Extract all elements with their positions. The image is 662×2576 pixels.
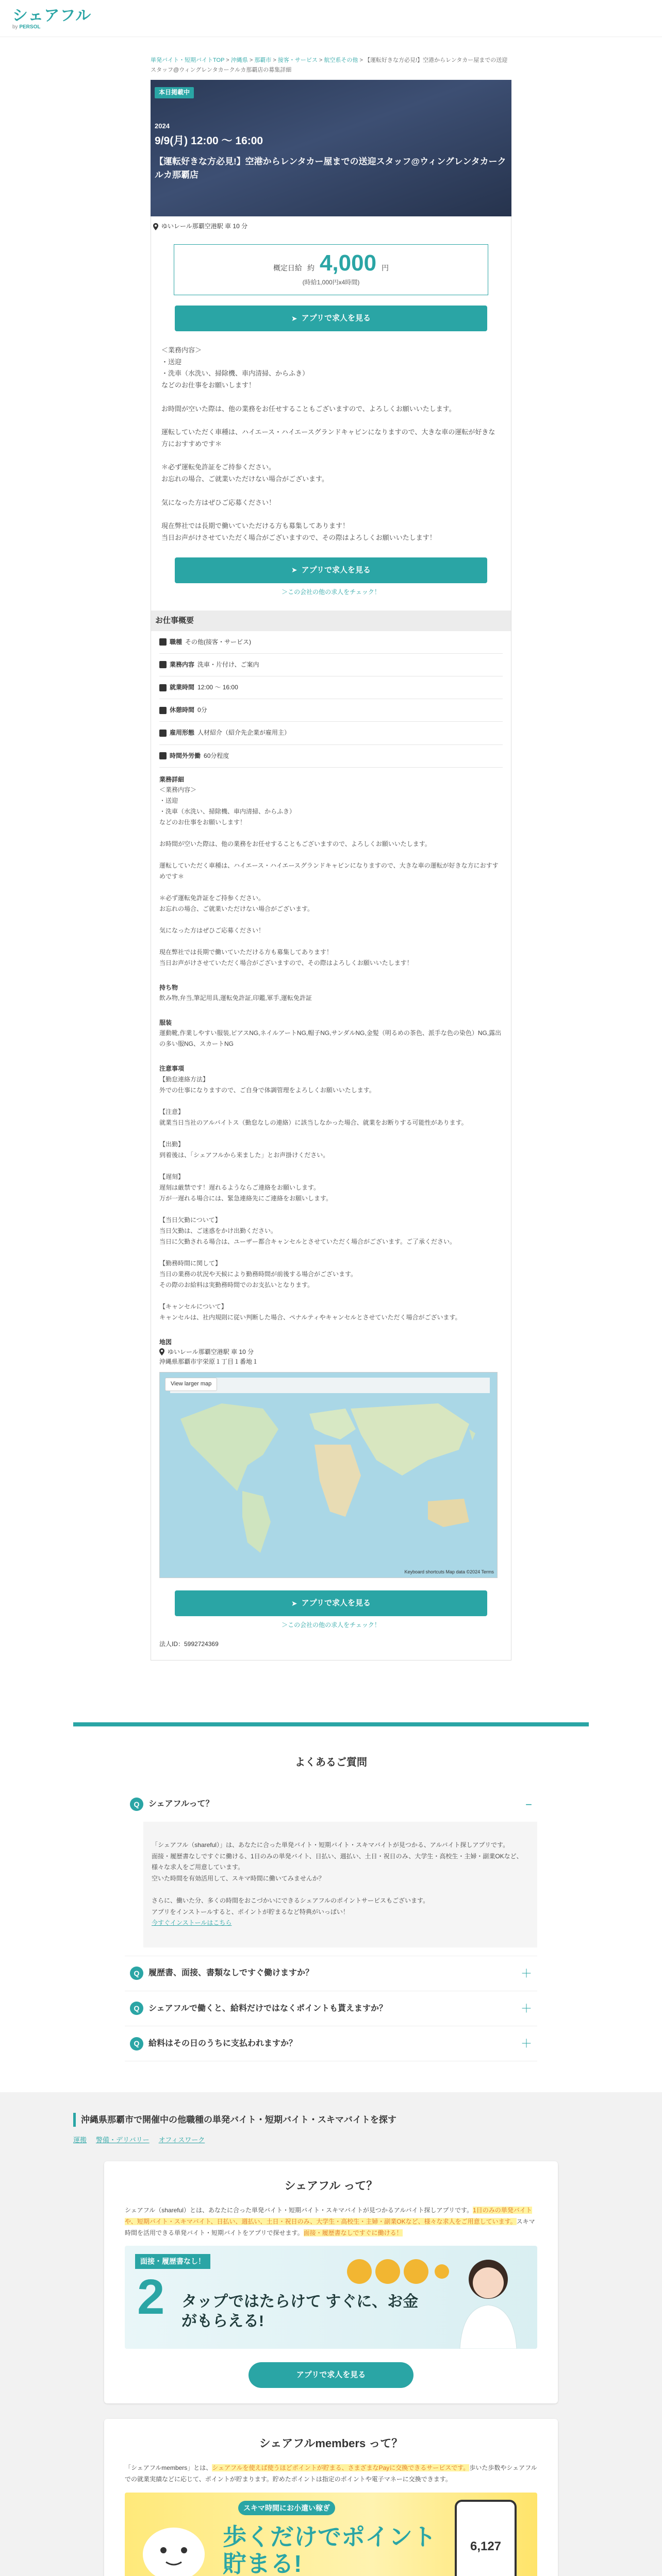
breadcrumb-link[interactable]: 沖縄県: [230, 57, 248, 63]
clipboard-icon: [159, 661, 167, 668]
site-logo[interactable]: [12, 8, 91, 31]
map-access: ゆいレール那覇空港駅 車 10 分: [159, 1347, 503, 1357]
breadcrumb-link[interactable]: 接客・サービス: [277, 57, 318, 63]
dress-block: [159, 1011, 503, 1057]
faq-item: [125, 1956, 537, 1991]
bring-text: 飲み物,弁当,筆記用具,運転免許証,印鑑,軍手,運転免許証: [159, 994, 312, 1002]
faq-question[interactable]: Q 履歴書、面接、書類なしですぐ働けますか？ ＋: [125, 1956, 537, 1991]
promo-text: 「シェアフルmembers」とは、シェアフルを使えば使うほどポイントが貯まる、さまざまなPayに交換できるサービスです。歩いた歩数やシェアフルでの就業実績などに応じて、ポイントが貯まります。貯めたポイントは指定のポイントや電子マネーに交換できます。: [125, 2464, 537, 2483]
promo-title: シェアフル って？: [284, 2179, 378, 2193]
q-icon: Q: [130, 1967, 143, 1980]
q-icon: Q: [130, 2037, 143, 2050]
phone-mock: [455, 2500, 517, 2576]
info-row-hours: 就業時間 12:00 〜 16:00: [159, 676, 503, 699]
breadcrumb-link[interactable]: 単発バイト・短期バイトTOP: [151, 57, 225, 63]
job-detail: [151, 37, 511, 1660]
notes-heading: 注意事項: [159, 1065, 185, 1073]
other-jobs-link-2[interactable]: ＞この会社の他の求人をチェック！: [282, 1621, 380, 1629]
promo-banner: [125, 2246, 537, 2349]
detail-block: [159, 768, 503, 976]
clock-icon: [159, 684, 167, 691]
promo-title: シェアフルmembers って？: [259, 2437, 403, 2450]
people-icon: [159, 730, 167, 737]
notes-block: [159, 1057, 503, 1330]
location-pin-icon: [153, 223, 158, 230]
dress-heading: 服装: [159, 1019, 172, 1027]
expand-icon[interactable]: ＋: [520, 1967, 532, 1980]
briefcase-icon: [159, 638, 167, 646]
apply-button-3[interactable]: ➤ アプリで求人を見る: [175, 1590, 487, 1616]
send-icon: ➤: [291, 1599, 297, 1607]
location-pin-icon: [159, 1348, 164, 1355]
area-link[interactable]: 警備・デリバリー: [96, 2136, 150, 2144]
pay-amount: 4,000: [319, 250, 377, 276]
banner-tag: 面接・履歴書なし！: [135, 2254, 210, 2268]
q-icon: Q: [130, 1798, 143, 1811]
embedded-map[interactable]: [159, 1372, 498, 1578]
faq-item: [125, 1991, 537, 2026]
world-map-icon: [160, 1372, 498, 1578]
pay-label: 概定日給: [273, 263, 302, 272]
faq-question[interactable]: Q シェアフルで働くと、給料だけではなくポイントも貰えますか？ ＋: [125, 1991, 537, 2026]
expand-icon[interactable]: ＋: [520, 2002, 532, 2015]
faq-section: [125, 1726, 537, 2093]
promo-apply-button[interactable]: アプリで求人を見る: [249, 2362, 413, 2388]
corporate-id: 法人ID：5992724369: [159, 1640, 219, 1648]
detail-text: ＜業務内容＞ ・送迎 ・洗車（水洗い、掃除機、車内清掃、からふき） などのお仕事をお願いします！ お時間が空いた際は、他の業務をお任せすることもございますので、よろしくお願いいたします。 運転していただく車種は、ハイエース・ハイエースグランドキャビンになりますので、大きな車の運転が好きな方におすすめです＊ ＊必ず運転免許証をご持参ください。 お忘れの場合、ご就業いただけない場合がございます。 気になった方はぜひご応募ください！ 現在弊社では長期で働いていただける方も募集してあります！ 当日お声がけさせていただく場合がございますので、その際はよろしくお願いいたします！: [159, 786, 499, 967]
pay-box: [174, 244, 488, 295]
map-block: [159, 1330, 503, 1586]
expand-icon[interactable]: ＋: [520, 2037, 532, 2050]
hero-image: [151, 80, 511, 216]
timer-icon: [159, 752, 167, 759]
access-text: ゆいレール那覇空港駅 車 10 分: [161, 223, 248, 230]
apply-button-2[interactable]: ➤ アプリで求人を見る: [175, 557, 487, 583]
faq-title: よくあるご質問: [295, 1756, 367, 1768]
faq-answer: 「シェアフル（shareful）」は、あなたに合った単発バイト・短期バイト・スキマバイトが見つかる、アルバイト探しアプリです。 面接・履歴書なしですぐに働ける、1日のみの単発バイト、日払い、週払い、土日・祝日のみ、大学生・高校生・主婦・副業OKなど、様々な求人をご用意しています。 空いた時間を有効活用して、スキマ時間に働いてみませんか？ さらに、働いた分、多くの時間をおこづかいにできるシェアフルのポイントサービスもございます。 アプリをインストールすると、ポイントが貯まるなど特典がいっぱい！ 今すぐインストールはこちら: [143, 1822, 537, 1947]
map-credit: Keyboard shortcuts Map data ©2024 Terms: [404, 1569, 494, 1574]
breadcrumb-link[interactable]: 那覇市: [254, 57, 272, 63]
pay-note: (時給1,000円x4時間): [302, 278, 360, 286]
section-divider: [73, 1722, 589, 1726]
banner-headline: 歩くだけでポイント貯まる!: [223, 2523, 436, 2576]
phone-step-count: 6,127: [470, 2539, 502, 2553]
status-badge: 本日掲載中: [155, 87, 194, 98]
breadcrumb-current: 【運転好きな方必見!】空港からレンタカー屋までの送迎スタッフ@ウィングレンタカークルカ那覇店の募集詳細: [151, 57, 508, 73]
install-link[interactable]: 今すぐインストールはこちら: [152, 1919, 232, 1927]
site-header: [0, 0, 662, 37]
info-row-job-type: 職種 その他(接客・サービス): [159, 631, 503, 654]
job-description: ＜業務内容＞ ・送迎 ・洗車（水洗い、掃除機、車内清掃、からふき） などのお仕事をお願いします！ お時間が空いた際は、他の業務をお任せすることもございますので、よろしくお願いいたします。 運転していただく車種は、ハイエース・ハイエースグランドキャビンになりますので、大きな車の運転が好きな方におすすめです＊ ＊必ず運転免許証をご持参ください。 お忘れの場合、ご就業いただけない場合がございます。 気になった方はぜひご応募ください！ 現在弊社では長期で働いていただける方も募集してあります！ 当日お声がけさせていただく場合がございますので、その際はよろしくお願いいたします！: [161, 346, 495, 541]
logo-by: by PERSOL: [12, 24, 41, 30]
area-links: [73, 2135, 589, 2146]
logo-text: シェアフル: [12, 7, 92, 24]
shareful-promo: [104, 2161, 558, 2403]
area-section: [0, 2092, 662, 2576]
summary-heading: お仕事概要: [151, 611, 511, 631]
mascot-icon: [135, 2513, 212, 2576]
area-link[interactable]: オフィスワーク: [158, 2136, 205, 2144]
job-card: [151, 237, 511, 1660]
faq-item: [125, 2026, 537, 2061]
job-date: 9/9(月) 12:00 〜 16:00: [155, 135, 263, 147]
job-title: 【運転好きな方必見!】空港からレンタカー屋までの送迎スタッフ@ウィングレンタカークルカ那覇店: [155, 156, 506, 180]
area-title: 沖縄県那覇市で開催中の他職種の単発バイト・短期バイト・スキマバイトを探す: [73, 2113, 589, 2127]
detail-heading: 業務詳細: [159, 775, 185, 783]
banner-tag: スキマ時間にお小遣い稼ぎ: [238, 2501, 335, 2515]
promo-text: シェアフル（shareful）とは、あなたに合った単発バイト・短期バイト・スキマバイトが見つかるアルバイト探しアプリです。1日のみの単発バイトや、短期バイト・スキマバイト、日払い、週払い、土日・祝日のみ、大学生・高校生・主婦・副業OKなど、様々な求人をご用意しています。スキマ時間を活用できる単発バイト・短期バイトをアプリで探せます。面接・履歴書なしですぐに働ける！: [125, 2207, 535, 2236]
info-row-overtime: 時間外労働 60分程度: [159, 745, 503, 768]
breadcrumb-link[interactable]: 航空系その他: [324, 57, 358, 63]
yen-coin-icon: [346, 2256, 450, 2287]
access-info: [151, 216, 511, 236]
notes-text: 【勤怠連絡方法】 外での仕事になりますので、ご自身で体調管理をよろしくお願いいたします。 【注意】 就業当日当社のアルバイトス（勤怠なしの連絡）に該当しなかった場合、就業をお断りする可能性があります。 【出勤】 到着後は、「シェアフルから来ました」とお声掛けください。 【遅刻】 遅刻は厳禁です！遅れるようならご連絡をお願いします。 万が一遅れる場合には、緊急連絡先にご連絡をお願いします。 【当日欠勤について】 当日欠勤は、ご迷惑をかけ出勤ください。 当日に欠勤される場合は、ユーザー都合キャンセルとさせていただく場合がございます。ご了承ください。 【勤務時間に関して】 当日の業務の状況や天候により勤務時間が前後する場合がございます。 その際のお給料は実勤務時間でのお支払いとなります。 【キャンセルについて】 キャンセルは、社内規則に従い判断した場合、ペナルティやキャンセルとさせていただく場合がございます。: [159, 1075, 468, 1321]
view-larger-map-button[interactable]: View larger map: [165, 1378, 217, 1391]
banner-headline: タップではたらけて すぐに、お金がもらえる!: [181, 2293, 419, 2330]
info-row-break: 休憩時間 0分: [159, 699, 503, 722]
members-promo: [104, 2419, 558, 2576]
dress-text: 運動靴,作業しやすい服装,ピアスNG,ネイルアートNG,帽子NG,サンダルNG,金髪（明るめの茶色、派手な色の染色）NG,露出の多い服NG、スカートNG: [159, 1029, 502, 1048]
pay-unit: 円: [382, 263, 389, 272]
bring-block: [159, 976, 503, 1011]
map-heading: 地図: [159, 1338, 172, 1346]
q-icon: Q: [130, 2002, 143, 2015]
info-row-duties: 業務内容 洗車・片付け、ご案内: [159, 654, 503, 676]
promo-banner: [125, 2493, 537, 2576]
other-jobs-link[interactable]: ＞この会社の他の求人をチェック！: [282, 588, 380, 596]
pay-approx: 約: [307, 263, 315, 272]
banner-number: 2: [137, 2269, 165, 2325]
faq-question[interactable]: Q シェアフルって？ −: [125, 1787, 537, 1822]
bring-heading: 持ち物: [159, 984, 178, 991]
job-year: 2024: [155, 122, 170, 130]
faq-question[interactable]: Q 給料はその日のうちに支払われますか？ ＋: [125, 2026, 537, 2061]
map-address: 沖縄県那覇市宇栄原１丁目１番地１: [159, 1358, 259, 1365]
info-row-employment: 雇用形態 人材紹介（紹介先企業が雇用主）: [159, 722, 503, 744]
person-illustration-icon: [450, 2251, 527, 2349]
apply-button[interactable]: ➤ アプリで求人を見る: [175, 306, 487, 331]
collapse-icon[interactable]: −: [525, 1798, 532, 1811]
coffee-icon: [159, 707, 167, 714]
faq-item: [125, 1787, 537, 1956]
area-link[interactable]: 運搬: [73, 2136, 87, 2144]
send-icon: ➤: [291, 314, 297, 323]
send-icon: ➤: [291, 566, 297, 574]
breadcrumb: 単発バイト・短期バイトTOP > 沖縄県 > 那覇市 > 接客・サービス > 航空系その他 > 【運転好きな方必見!】空港からレンタカー屋までの送迎スタッフ@ウィングレンタカークルカ那覇店の募集詳細: [151, 57, 508, 73]
